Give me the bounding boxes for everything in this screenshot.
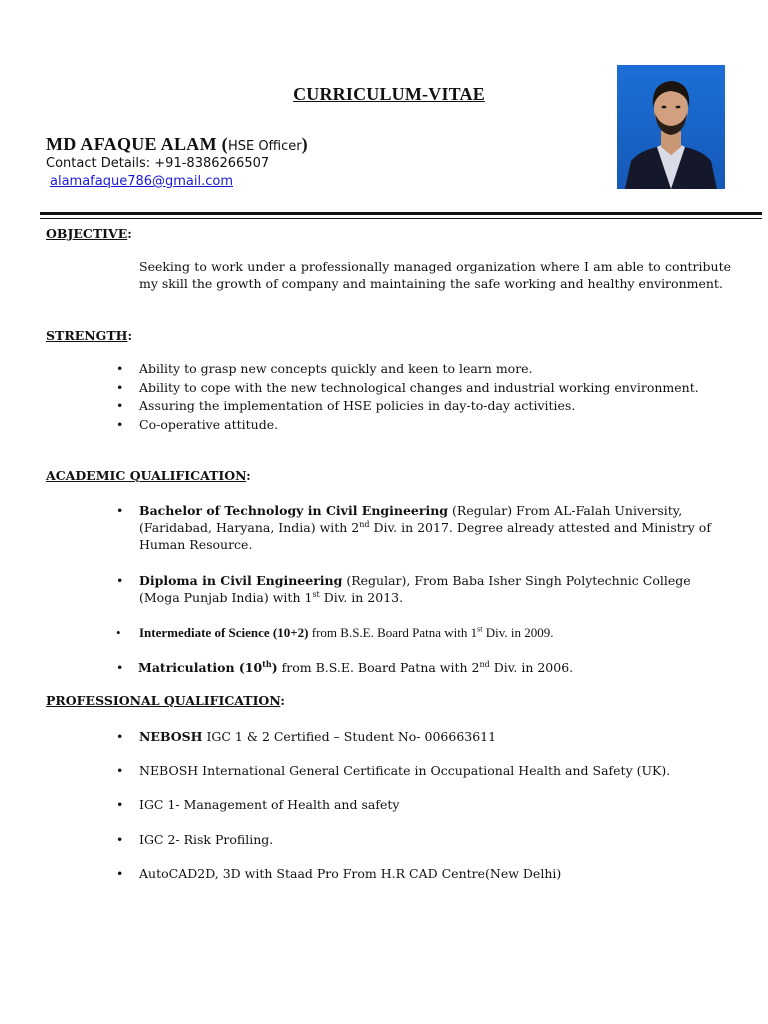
- diploma-sup: st: [312, 589, 320, 599]
- diploma-degree: Diploma in Civil Engineering: [139, 573, 343, 588]
- nebosh-bold: NEBOSH: [139, 729, 203, 744]
- list-item: [116, 762, 671, 779]
- btech-text-end: Div. in 2017. Degree already attested and Ministry of Human Resource.: [139, 520, 711, 552]
- academic-item-btech: [116, 502, 719, 553]
- objective-text: Seeking to work under a professionally managed organization where I am able to contribute my skill the growth of company and maintaining the safe working and healthy environment.: [139, 259, 731, 291]
- strength-heading: [46, 328, 132, 343]
- academic-heading-text: ACADEMIC QUALIFICATION: [46, 468, 247, 483]
- header-divider-thin: [40, 218, 762, 219]
- bullet: •: [116, 416, 124, 432]
- bullet: •: [116, 660, 124, 675]
- contact-details: Contact Details: +91-8386266507: [46, 156, 270, 171]
- strength-item-text: Ability to grasp new concepts quickly and keen to learn more.: [139, 361, 533, 376]
- bullet: •: [116, 729, 124, 744]
- objective-heading: [46, 226, 132, 241]
- portrait-image: [617, 65, 725, 189]
- professional-item-text: NEBOSH International General Certificate in Occupational Health and Safety (UK).: [139, 763, 671, 778]
- bullet: •: [116, 503, 124, 518]
- strength-item-text: Co-operative attitude.: [139, 416, 279, 432]
- diploma-text: (Regular), From Baba Isher Singh Polytechnic College (Moga Punjab India) with 1: [139, 573, 691, 605]
- bullet: •: [116, 398, 124, 413]
- list-item: [116, 865, 562, 882]
- professional-item-text: IGC 1- Management of Health and safety: [139, 797, 400, 812]
- btech-sup: nd: [359, 519, 370, 529]
- bullet: •: [116, 573, 124, 588]
- professional-heading-text: PROFESSIONAL QUALIFICATION: [46, 693, 281, 708]
- list-item: [116, 831, 274, 848]
- professional-item-nebosh: [116, 728, 497, 745]
- intermediate-text-end: Div. in 2009.: [482, 625, 554, 640]
- list-item: [116, 360, 699, 379]
- academic-item-diploma: [116, 572, 709, 606]
- strength-item-text: Assuring the implementation of HSE policies in day-to-day activities.: [139, 398, 576, 413]
- strength-item-text: Ability to cope with the new technological changes and industrial working environment.: [139, 379, 699, 395]
- bullet: •: [116, 361, 124, 376]
- bullet: •: [116, 625, 121, 640]
- strength-heading-text: STRENGTH: [46, 328, 128, 343]
- professional-item-text: AutoCAD2D, 3D with Staad Pro From H.R CAD Centre(New Delhi): [139, 866, 562, 881]
- matric-degree-close: ): [271, 660, 278, 675]
- candidate-name: [46, 134, 308, 155]
- professional-heading-colon: :: [280, 693, 285, 708]
- profile-photo: [617, 65, 725, 189]
- bullet: •: [116, 379, 124, 395]
- intermediate-degree: Intermediate of Science (10+2): [139, 625, 309, 640]
- name-text: MD AFAQUE ALAM (: [46, 134, 228, 154]
- btech-degree: Bachelor of Technology in Civil Engineering: [139, 503, 449, 518]
- strength-heading-colon: :: [127, 328, 133, 343]
- btech-text: (Regular) From AL-Falah University, (Faridabad, Haryana, India) with 2: [139, 503, 683, 535]
- matric-text: from B.S.E. Board Patna with 2: [277, 660, 480, 675]
- diploma-text-end: Div. in 2013.: [319, 590, 404, 605]
- list-item: [116, 379, 699, 398]
- bullet: •: [116, 866, 124, 881]
- bullet: •: [116, 797, 124, 812]
- job-role: HSE Officer: [227, 139, 302, 154]
- intermediate-text: from B.S.E. Board Patna with 1: [308, 625, 478, 640]
- academic-heading-colon: :: [246, 468, 251, 483]
- list-item: [116, 416, 699, 435]
- matric-degree: [138, 660, 278, 675]
- objective-heading-text: OBJECTIVE: [46, 226, 128, 241]
- nebosh-text: IGC 1 & 2 Certified – Student No- 006663611: [202, 729, 497, 744]
- professional-item-text: IGC 2- Risk Profiling.: [139, 832, 274, 847]
- email-link[interactable]: alamafaque786@gmail.com: [50, 174, 234, 189]
- header-divider-thick: [40, 212, 762, 215]
- matric-text-end: Div. in 2006.: [489, 660, 574, 675]
- strength-list: [116, 360, 699, 434]
- intermediate-sup: st: [477, 624, 483, 634]
- objective-heading-colon: :: [127, 226, 132, 241]
- matric-sup: nd: [479, 659, 490, 669]
- name-close: ): [301, 134, 308, 154]
- academic-item-intermediate: [116, 624, 739, 641]
- academic-heading: [46, 468, 251, 483]
- list-item: [116, 796, 400, 813]
- document-title: CURRICULUM-VITAE: [293, 84, 485, 104]
- bullet: •: [116, 832, 124, 847]
- bullet: •: [116, 763, 124, 778]
- matric-degree-sup: th: [262, 658, 272, 669]
- list-item: [116, 397, 699, 416]
- matric-degree-text: Matriculation (10: [138, 660, 263, 675]
- academic-item-matric: [116, 658, 738, 676]
- professional-heading: [46, 693, 285, 708]
